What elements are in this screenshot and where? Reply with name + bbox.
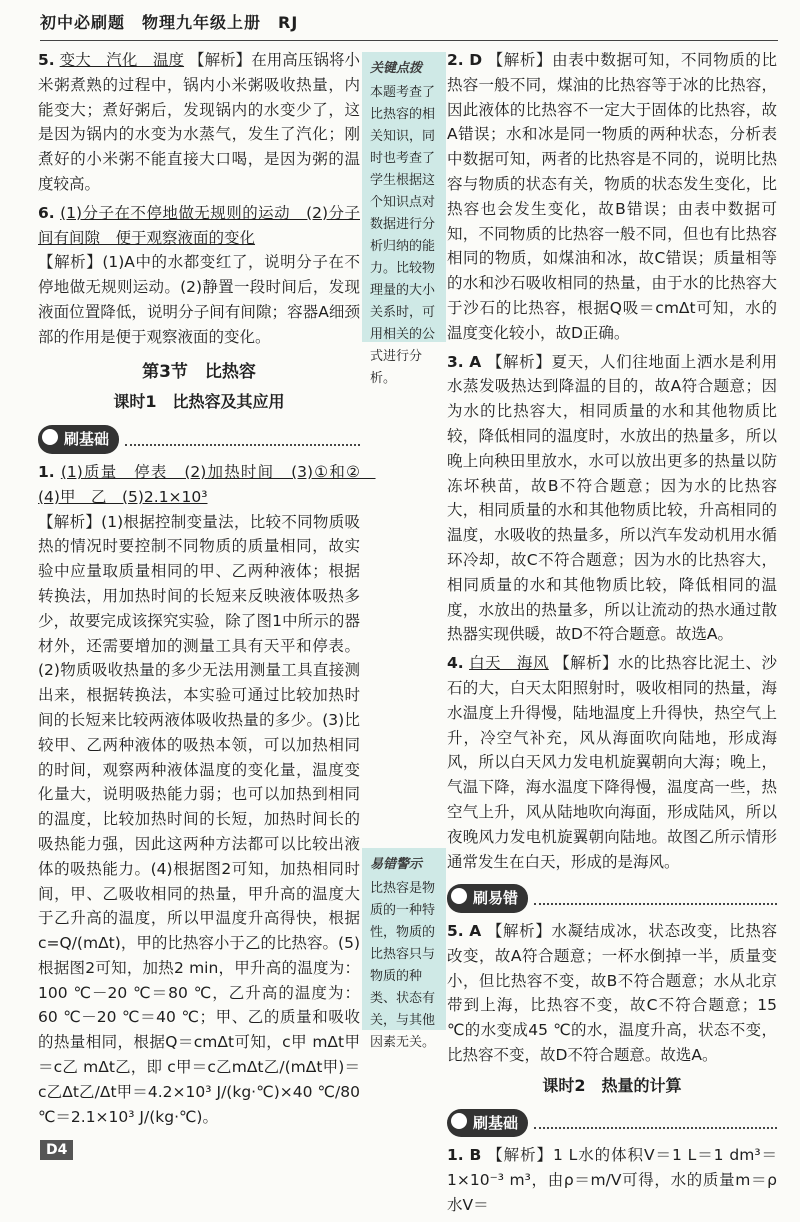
explanation: 【解析】(1)A中的水都变红了，说明分子在不停地做无规则运动。(2)静置一段时间后，发现液面位置降低，说明分子间有间隙；容器A细颈部的作用是便于观察液面的变化。: [38, 253, 360, 346]
answer: A: [469, 352, 482, 371]
tag-label: 刷基础: [473, 1113, 519, 1132]
page-header: [0, 0, 800, 40]
question-number: 6.: [38, 203, 55, 222]
answer: B: [469, 1146, 482, 1165]
explanation: 【解析】在用高压锅将小米粥煮熟的过程中，锅内小米粥吸收热量，内能变大；煮好粥后，发现锅内的水变少了，这是因为锅内的水变为水蒸气，发生了汽化；刚煮好的小米粥不能直接大口喝，是因为粥的温度较高。: [38, 51, 360, 193]
lesson-title: 课时2 热量的计算: [542, 1075, 682, 1095]
tag-label: 刷基础: [64, 430, 110, 449]
question-number: 5.: [447, 922, 464, 941]
dotted-rule: [534, 1117, 777, 1129]
key-tip-heading: 关键点拨: [370, 61, 423, 76]
question-number: 5.: [38, 51, 55, 69]
page-number: D4: [40, 1140, 73, 1160]
tag-basic: [447, 1109, 777, 1138]
brush-icon: [451, 1113, 467, 1129]
error-warning-heading: 易错警示: [370, 857, 423, 872]
dotted-rule: [125, 434, 360, 446]
question-5: [38, 48, 360, 197]
question-4: [447, 651, 777, 874]
explanation: 【解析】夏天，人们往地面上洒水是利用水蒸发吸热达到降温的目的，故A符合题意；因为水的比热容大，相同质量的水和其他物质比较，降低相同的温度时，水放出的热量多，所以晚上向秧田里放水，水可以放出更多的热量以防冻坏秧苗，故B不符合题意；因为水的比热容大，相同质量的水和其他物质比较，升高相同的温度，水吸收的热量多，所以汽车发动机用水循环冷却，故C不符合题意；因为水的比热容大，相同质量的水和其他物质比较，降低相同的温度，水放出的热量多，所以让流动的热水通过散热器实现供暖，故D不符合题意。故选A。: [447, 352, 777, 644]
question-1: [38, 460, 376, 1130]
tag-pill: [447, 884, 528, 913]
error-warning-box: [362, 848, 446, 1050]
header-rule: [40, 40, 778, 41]
answer: 变大 汽化 温度: [59, 51, 185, 69]
explanation: 【解析】水的比热容比泥土、沙石的大，白天太阳照射时，吸收相同的热量，海水温度上升得慢，陆地温度上升得快，热空气上升，冷空气补充，风从海面吹向陆地，形成海风，所以白天风力发电机旋翼朝向大海；晚上，气温下降，海水温度下降得慢，温度高一些，热空气上升，风从陆地吹向海面，形成陆风，所以夜晚风力发电机旋翼朝向陆地。故图乙所示情形通常发生在白天，形成的是海风。: [447, 654, 777, 871]
question-5: [447, 919, 777, 1068]
question-3: [447, 350, 777, 648]
lesson-title: 课时1 比热容及其应用: [113, 392, 285, 412]
key-tip-box: [362, 52, 446, 386]
explanation: 【解析】由表中数据可知，不同物质的比热容一般不同，煤油的比热容等于冰的比热容，因此液体的比热容不一定大于固体的比热容，故A错误；水和冰是同一物质的两种状态，分析表中数据可知，两者的比热容是不同的，说明比热容与物质的状态有关，物质的状态发生变化，比热容也会发生变化，故B错误；由表中数据可知，不同物质的比热容一般不同，但也有比热容相同的物质，如煤油和冰，故C错误；质量相等的水和沙石吸收相同的热量，由于水的比热容大于沙石的比热容，根据Q吸＝cmΔt可知，水的温度变化较小，故D正确。: [447, 51, 777, 342]
answer: (1)分子在不停地做无规则的运动 (2)分子间有间隙 便于观察液面的变化: [38, 203, 360, 247]
question-6: [38, 201, 360, 350]
book-title: 初中必刷题 物理九年级上册 RJ: [40, 13, 299, 32]
answer: (1)质量 停表 (2)加热时间 (3)①和② (4)甲 乙 (5)2.1×10³: [38, 462, 376, 506]
left-column: [38, 48, 376, 1133]
key-tip-text: 本题考查了比热容的相关知识，同时也考查了学生根据这个知识点对数据进行分析归纳的能力。比较物理量的大小关系时，可用相关的公式进行分析。: [370, 85, 436, 386]
tag-label: 刷易错: [473, 889, 519, 908]
answer: 白天 海风: [469, 654, 549, 673]
explanation: 【解析】1 L水的体积V＝1 L＝1 dm³＝1×10⁻³ m³，由ρ＝m/V可得，水的质量m＝ρ水V＝: [447, 1146, 777, 1215]
question-1: [447, 1143, 777, 1217]
tag-pill: [447, 1109, 528, 1138]
answer: D: [469, 51, 483, 69]
question-number: 1.: [38, 462, 55, 481]
explanation: 【解析】(1)根据控制变量法，比较不同物质吸热的情况时要控制不同物质的质量相同，故实验中应量取质量相同的甲、乙两种液体；根据转换法，用加热时间的长短来反映液体吸热多少，故要完成该探究实验，除了图1中所示的器材外，还需要增加的测量工具有天平和停表。(2)物质吸收热量的多少无法用测量工具直接测出来，根据转换法，本实验可通过比较加热时间的长短来比较两液体吸收热量的多少。(3)比较甲、乙两种液体的吸热本领，可以加热相同的时间，观察两种液体温度的变化量，温度变化量大，说明吸热能力弱；也可以加热到相同的温度，比较加热时间的长短，加热时间长的吸热能力强，因此这两种方法都可以比较出液体的吸热能力。(4)根据图2可知，加热相同时间，甲、乙吸收相同的热量，甲升高的温度大于乙升高的温度，所以甲温度升高得快，根据c=Q/(mΔt)，甲的比热容小于乙的比热容。(5)根据图2可知，加热2 min，甲升高的温度为：100 ℃－20 ℃＝80 ℃，乙升高的温度为：60 ℃－20 ℃＝40 ℃；甲、乙的质量和吸收的热量相同，根据Q＝cmΔt可知，c甲 mΔt甲＝c乙 mΔt乙，即 c甲＝c乙mΔt乙/(mΔt甲)＝c乙Δt乙/Δt甲＝4.2×10³ J/(kg·℃)×40 ℃/80 ℃＝2.1×10³ J/(kg·℃)。: [38, 512, 360, 1126]
question-number: 4.: [447, 654, 464, 673]
explanation: 【解析】水凝结成冰，状态改变，比热容改变，故A符合题意；一杯水倒掉一半，质量变小，但比热容不变，故B不符合题意；水从北京带到上海，比热容不变，故C不符合题意；15 ℃的水变成45 ℃的水，温度升高，状态不变，比热容不变，故D不符合题意。故选A。: [447, 922, 777, 1065]
error-warning-text: 比热容是物质的一种特性，物质的比热容只与物质的种类、状态有关，与其他因素无关。: [370, 881, 436, 1050]
brush-icon: [42, 429, 58, 445]
tag-pill: [38, 425, 119, 454]
tag-basic: [38, 425, 360, 454]
right-column: [447, 48, 777, 1222]
section-title: 第3节 比热容: [142, 361, 256, 382]
answer: A: [469, 922, 482, 941]
question-number: 1.: [447, 1146, 464, 1165]
question-number: 2.: [447, 51, 464, 69]
dotted-rule: [534, 893, 777, 905]
question-number: 3.: [447, 352, 464, 371]
tag-error: [447, 884, 777, 913]
question-2: [447, 48, 777, 346]
brush-icon: [451, 888, 467, 904]
